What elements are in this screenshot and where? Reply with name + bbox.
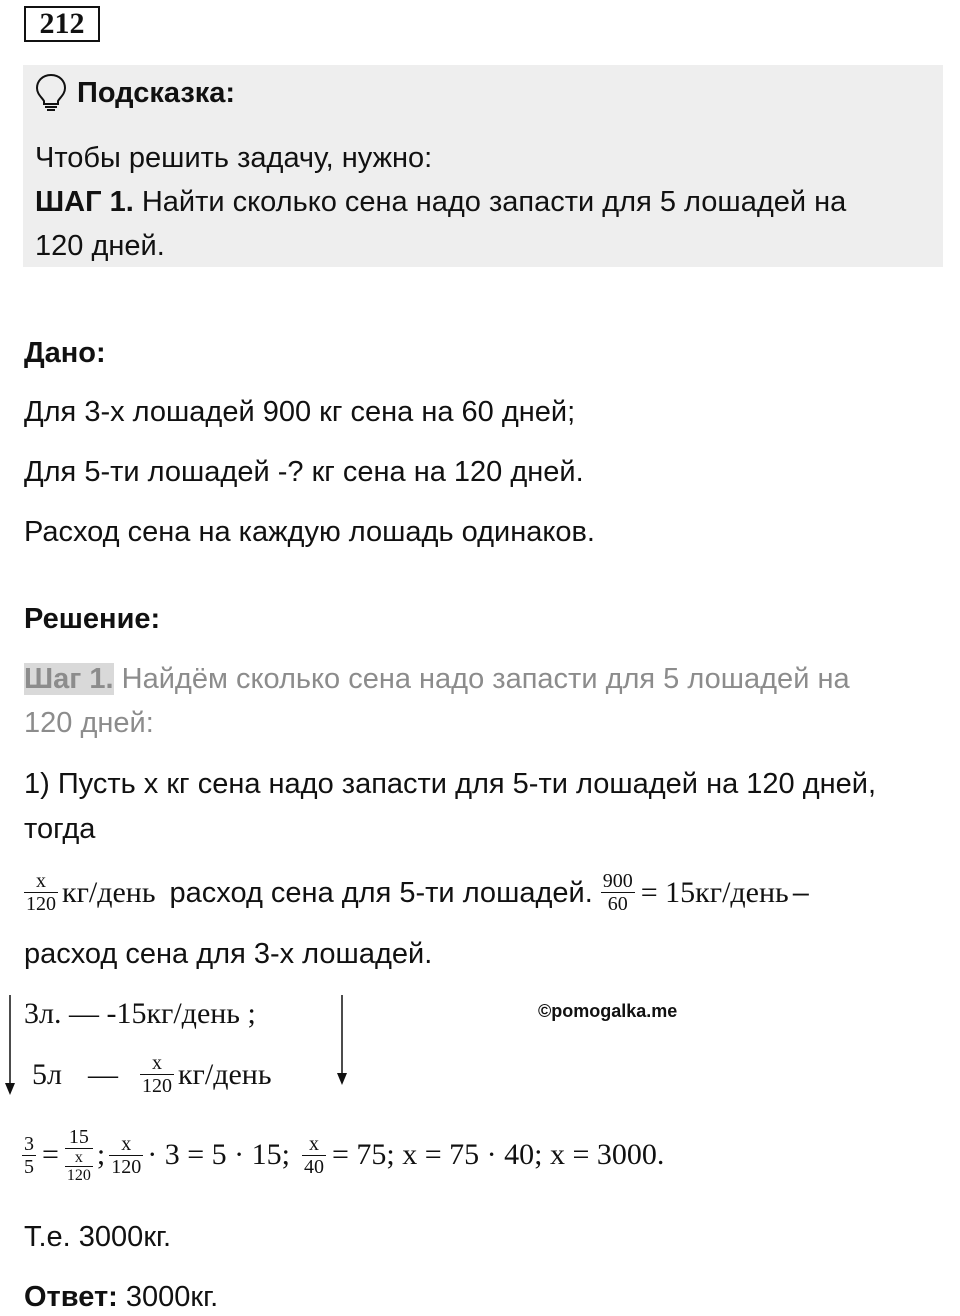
equation-equals: = bbox=[42, 1138, 59, 1171]
hint-title: Подсказка: bbox=[77, 77, 236, 109]
solution-title: Решение: bbox=[24, 603, 161, 635]
equation-part-2: · 3 = 5 · 15; bbox=[147, 1138, 290, 1171]
equation-part-3: = 75; x = 75 · 40; x = 3000. bbox=[332, 1138, 665, 1171]
answer-value: 3000кг. bbox=[125, 1281, 219, 1313]
given-line-1: Для 3-х лошадей 900 кг сена на 60 дней; bbox=[24, 396, 576, 428]
given-line-2: Для 5-ти лошадей -? кг сена на 120 дней. bbox=[24, 456, 584, 488]
task-number: 212 bbox=[24, 6, 100, 42]
hint-intro: Чтобы решить задачу, нужно: bbox=[35, 142, 433, 174]
hint-step-text: Найти сколько сена надо запасти для 5 лошадей на bbox=[141, 186, 847, 218]
fraction-x-over-40: $\frac{x}{40}$ bbox=[304, 1132, 324, 1178]
inner-fraction-x-over-120: $\frac{x}{120}$ bbox=[66, 1149, 91, 1184]
proportion-unit: кг/день bbox=[177, 1057, 272, 1091]
lightbulb-icon bbox=[34, 72, 68, 112]
solution-step bbox=[24, 662, 850, 696]
rate-dash: – bbox=[792, 876, 809, 909]
given-title: Дано: bbox=[24, 337, 106, 369]
unit-kg-per-day: кг/день bbox=[62, 875, 156, 909]
fraction-x-over-120-b: $\frac{x}{120}$ bbox=[141, 1052, 172, 1097]
proportion-row-2 bbox=[32, 1052, 272, 1097]
hint-step-label: ШАГ 1. bbox=[35, 186, 134, 218]
result-line: Т.е. 3000кг. bbox=[24, 1221, 172, 1253]
answer-label: Ответ: bbox=[24, 1281, 118, 1313]
fraction-x-over-120: $\frac{x}{120}$ bbox=[26, 870, 56, 915]
fraction-x-over-120-c: $\frac{x}{120}$ bbox=[111, 1132, 142, 1178]
given-line-3: Расход сена на каждую лошадь одинаков. bbox=[24, 516, 595, 548]
answer-line bbox=[24, 1280, 218, 1314]
rate-equals-15: = 15кг/день bbox=[640, 875, 789, 909]
proportion-left-arrow bbox=[2, 995, 18, 1097]
proportion-right-arrow bbox=[334, 995, 350, 1087]
rate-text-3-horses: расход сена для 3-х лошадей. bbox=[24, 938, 433, 970]
watermark: ©pomogalka.me bbox=[538, 1001, 678, 1021]
hint-step bbox=[35, 185, 846, 219]
solution-step-continuation: 120 дней: bbox=[24, 707, 154, 739]
solution-paragraph-1: 1) Пусть х кг сена надо запасти для 5-ти лошадей на 120 дней, bbox=[24, 768, 877, 800]
rate-line bbox=[24, 870, 809, 915]
hint-step-continuation: 120 дней. bbox=[35, 230, 165, 262]
fraction-3-over-5: $\frac{3}{5}$ bbox=[24, 1132, 34, 1178]
fraction-900-over-60: $\frac{900}{60}$ bbox=[602, 870, 633, 915]
proportion-5-horses: 5л bbox=[32, 1057, 62, 1091]
solution-step-text: Найдём сколько сена надо запасти для 5 лошадей на bbox=[121, 663, 850, 695]
solution-paragraph-1-cont: тогда bbox=[24, 813, 96, 845]
rate-text-5-horses: расход сена для 5-ти лошадей. bbox=[169, 876, 593, 909]
proportion-dash: — bbox=[87, 1057, 118, 1091]
fraction-15-over-x-120: $\frac{15}{\frac{x}{120}}$ bbox=[66, 1126, 91, 1184]
proportion-row-1: 3л. — -15кг/день ; bbox=[24, 997, 256, 1030]
solution-step-label: Шаг 1. bbox=[24, 663, 114, 695]
equation-semicolon: ; bbox=[96, 1138, 106, 1171]
equation-line bbox=[22, 1126, 664, 1184]
